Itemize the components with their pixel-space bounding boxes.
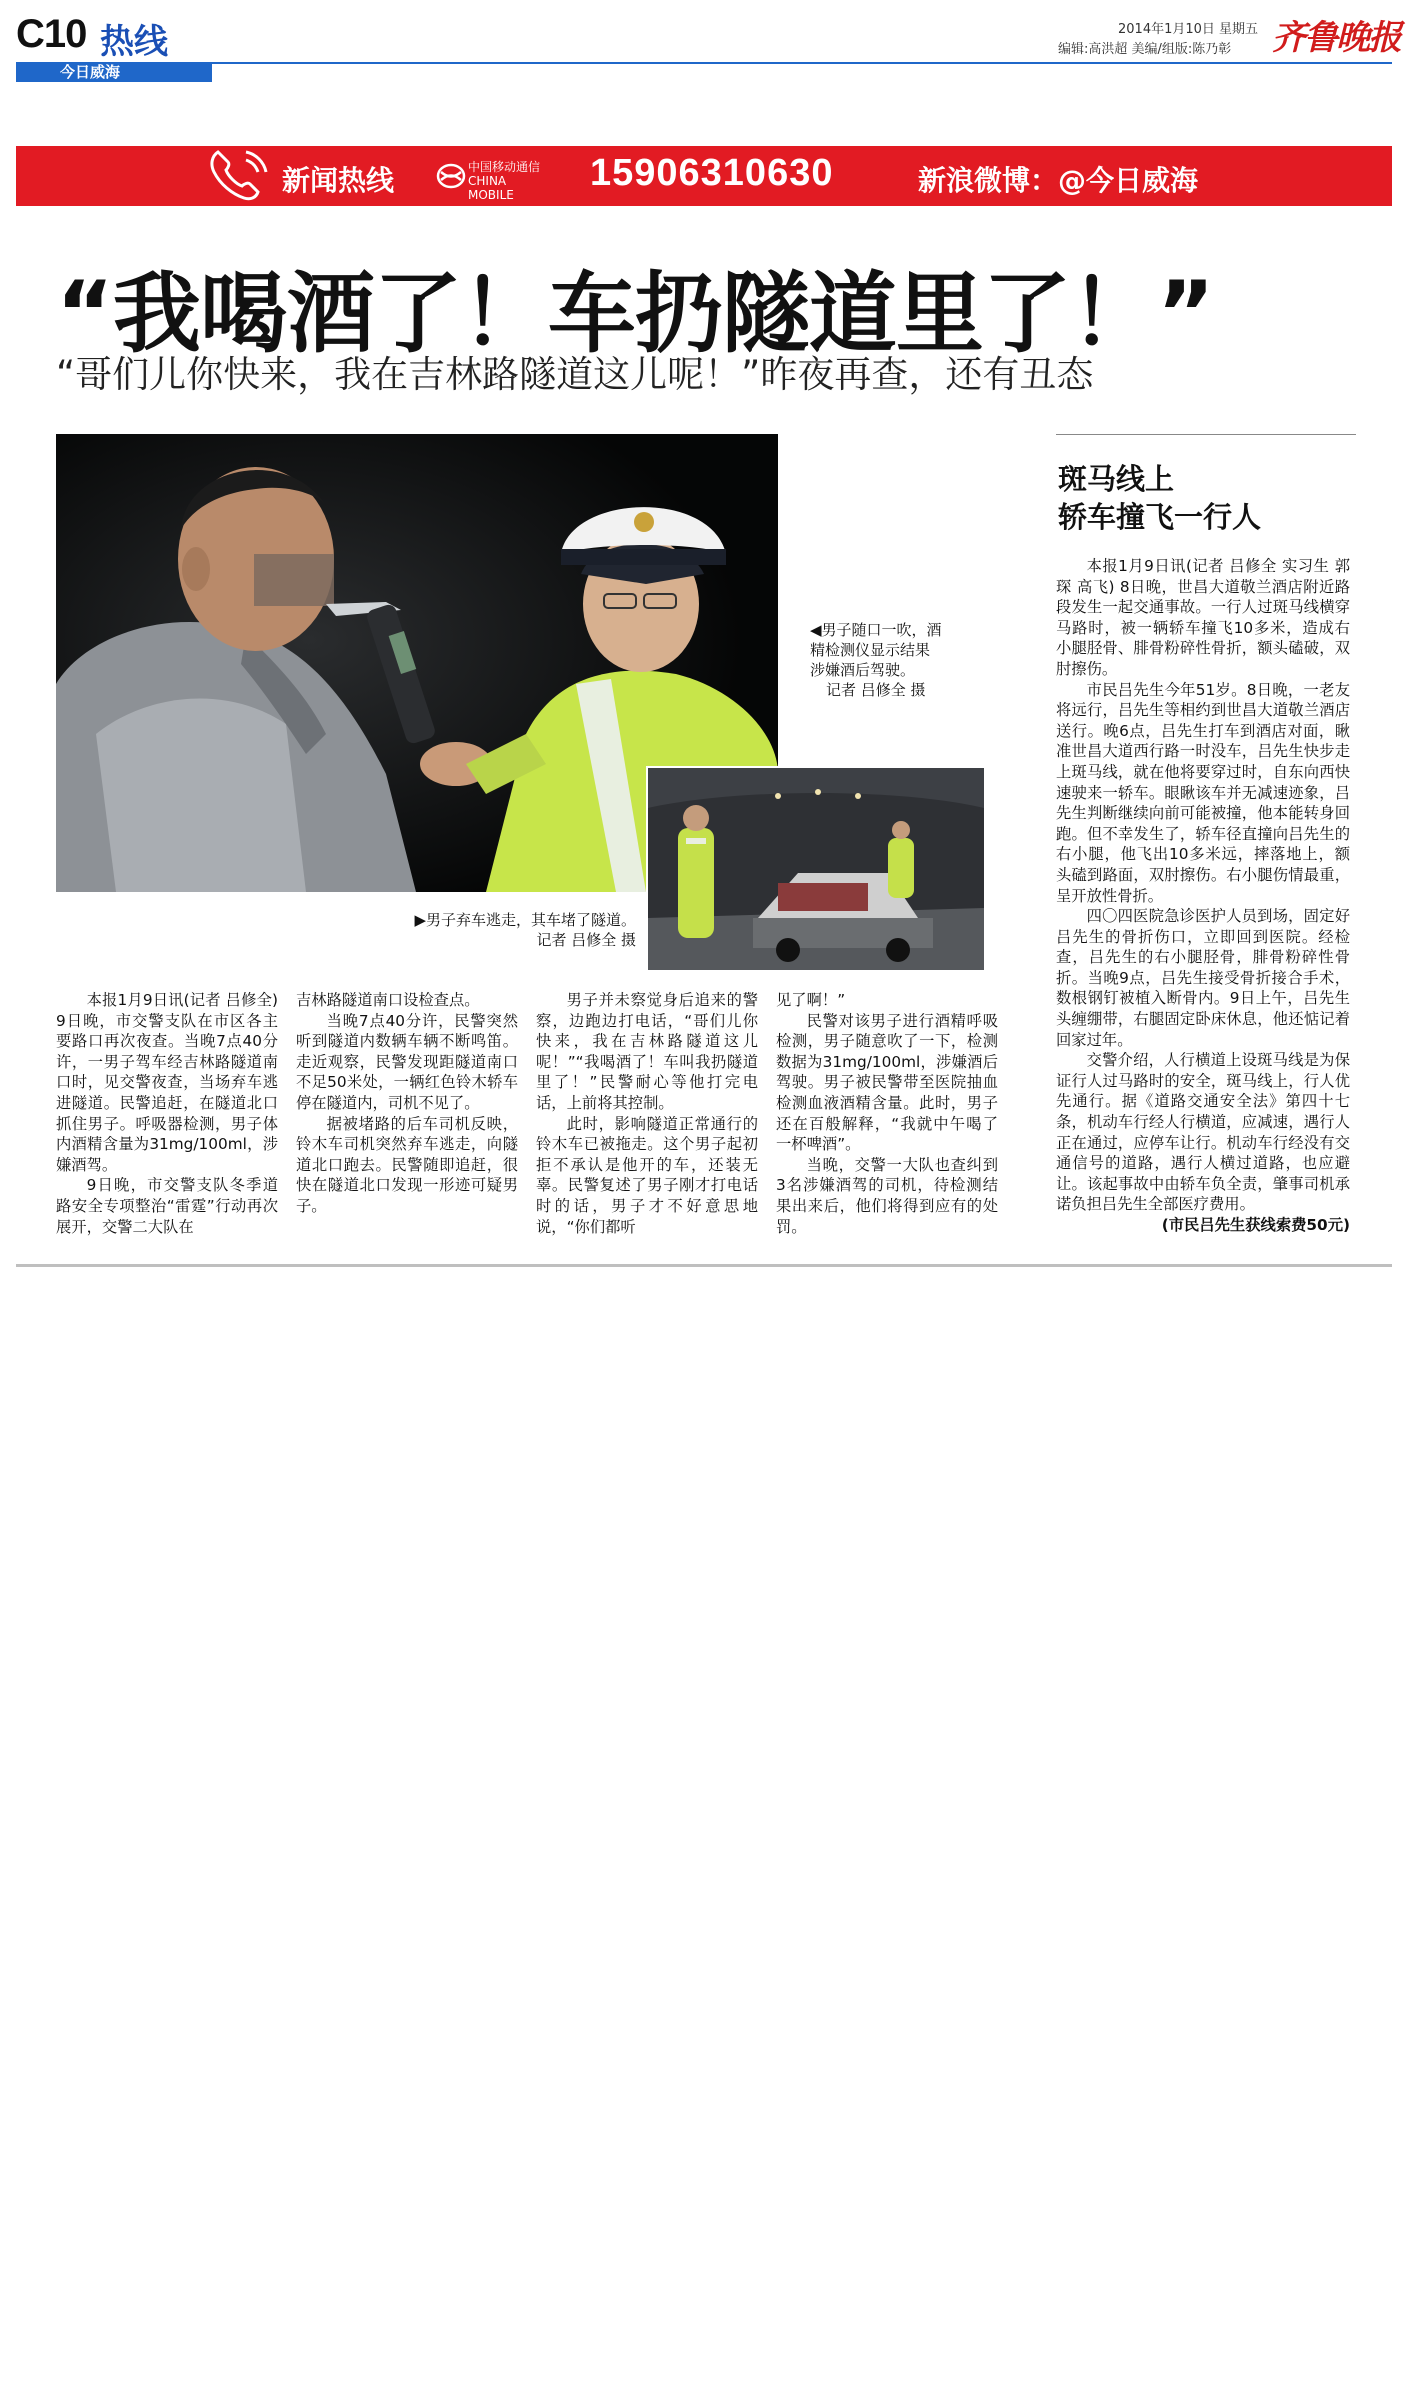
subsection-label: 今日威海: [60, 63, 121, 81]
subsection-bar-tip: [196, 62, 212, 82]
sub-headline: “哥们儿你快来，我在吉林路隧道这儿呢！”昨夜再查，还有丑态: [56, 353, 1094, 396]
issue-date: 2014年1月10日 星期五: [1118, 22, 1259, 37]
side-article-body: 本报1月9日讯(记者 吕修全 实习生 郭琛 高飞) 8日晚，世昌大道敬兰酒店附近路段发生一起交通事故。一行人过斑马线横穿马路时，被一辆轿车撞飞10多米，造成右小腿胫骨、腓骨粉碎性骨折，额头磕破，双肘擦伤。 市民吕先生今年51岁。8日晚，一老友将远行，吕先生等相约到世昌大道敬兰酒店送行。晚6点，吕先生打车到酒店对面，瞅准世昌大道西行路一时没车，吕先生快步走上斑马线，就在他将要穿过时，自东向西快速驶来一轿车。眼瞅该车并无减速迹象，吕先生判断继续向前可能被撞，他本能转身回跑。但不幸发生了，轿车径直撞向吕先生的右小腿，他飞出10多米远，摔落地上，额头磕到路面，双肘擦伤。右小腿伤情最重，呈开放性骨折。 四〇四医院急诊医护人员到场，固定好吕先生的骨折伤口，立即回到医院。经检查，吕先生的右小腿胫骨，腓骨粉碎性骨折。当晚9点，吕先生接受骨折接合手术，数根钢钉被植入断骨内。9日上午，吕先生头缠绷带，右腿固定卧床休息，他还惦记着回家过年。 交警介绍，人行横道上设斑马线是为保证行人过马路时的安全，斑马线上，行人优先通行。据《道路交通安全法》第四十七条，机动车行经人行横道，应减速，遇行人正在通过，应停车让行。机动车行经没有交通信号的道路，遇行人横过道路，也应避让。该起事故中由轿车负全责，肇事司机承诺负担吕先生全部医疗费用。 (市民吕先生获线索费50元): [1056, 557, 1350, 1234]
newspaper-logo: 齐鲁晚报: [1272, 18, 1400, 58]
article-column-1: 本报1月9日讯(记者 吕修全) 9日晚，市交警支队在市区各主要路口再次夜查。当晚7点40分许，一男子驾车经吉林路隧道南口时，见交警夜查，当场弃车逃进隧道。民警追赶，在隧道北口抓住男子。呼吸器检测，男子体内酒精含量为31mg/100ml，涉嫌酒驾。 9日晚，市交警支队冬季道路安全专项整治“雷霆”行动再次展开，交警二大队在: [56, 991, 278, 1236]
editor-credits: 编辑:高洪超 美编/组版:陈乃彰: [1058, 42, 1232, 57]
photo2-caption: ▶男子弃车逃走，其车堵了隧道。 记者 吕修全 摄: [414, 911, 636, 949]
weibo-handle: 新浪微博：@今日威海: [918, 164, 1199, 197]
article-column-4: 见了啊！” 民警对该男子进行酒精呼吸检测，男子随意吹了一下，检测数据为31mg/100ml，涉嫌酒后驾驶。男子被民警带至医院抽血检测血液酒精含量。此时，男子还在百般解释，“我就中午喝了一杯啤酒”。 当晚，交警一大队也查纠到3名涉嫌酒驾的司机，待检测结果出来后，他们将得到应有的处罚。: [776, 991, 998, 1236]
section-title: 热线: [100, 22, 168, 62]
main-headline: “我喝酒了！车扔隧道里了！”: [56, 262, 1214, 365]
china-mobile-label: 中国移动通信 CHINA MOBILE: [468, 160, 541, 202]
tunnel-photo: [646, 766, 986, 972]
photo1-caption: ◀男子随口一吹，酒 精检测仪显示结果 涉嫌酒后驾驶。 记者 吕修全 摄: [810, 621, 942, 699]
article-column-3: 男子并未察觉身后追来的警察，边跑边打电话，“哥们儿你快来，我在吉林路隧道这儿呢！”“我喝酒了！车叫我扔隧道里了！”民警耐心等他打完电话，上前将其控制。 此时，影响隧道正常通行的铃木车已被拖走。这个男子起初拒不承认是他开的车，还装无辜。民警复述了男子刚才打电话时的话，男子才不好意思地说，“你们都听: [536, 991, 758, 1236]
header-rule: [16, 62, 1392, 64]
china-mobile-icon: [436, 163, 466, 189]
phone-icon: [206, 146, 276, 206]
side-article-rule: [1056, 434, 1356, 435]
page-number: C10: [16, 12, 87, 56]
page-bottom-rule: [16, 1264, 1392, 1267]
side-article-title: 斑马线上 轿车撞飞一行人: [1058, 462, 1262, 534]
article-column-2: 吉林路隧道南口设检查点。 当晚7点40分许，民警突然听到隧道内数辆车辆不断鸣笛。走近观察，民警发现距隧道南口不足50米处，一辆红色铃木轿车停在隧道内，司机不见了。 据被堵路的后车司机反映，铃木车司机突然弃车逃走，向隧道北口跑去。民警随即追赶，很快在隧道北口发现一形迹可疑男子。: [296, 991, 518, 1215]
hotline-label: 新闻热线: [282, 164, 395, 197]
side-article-credit: (市民吕先生获线索费50元): [1161, 1216, 1350, 1234]
hotline-number: 15906310630: [590, 152, 834, 194]
